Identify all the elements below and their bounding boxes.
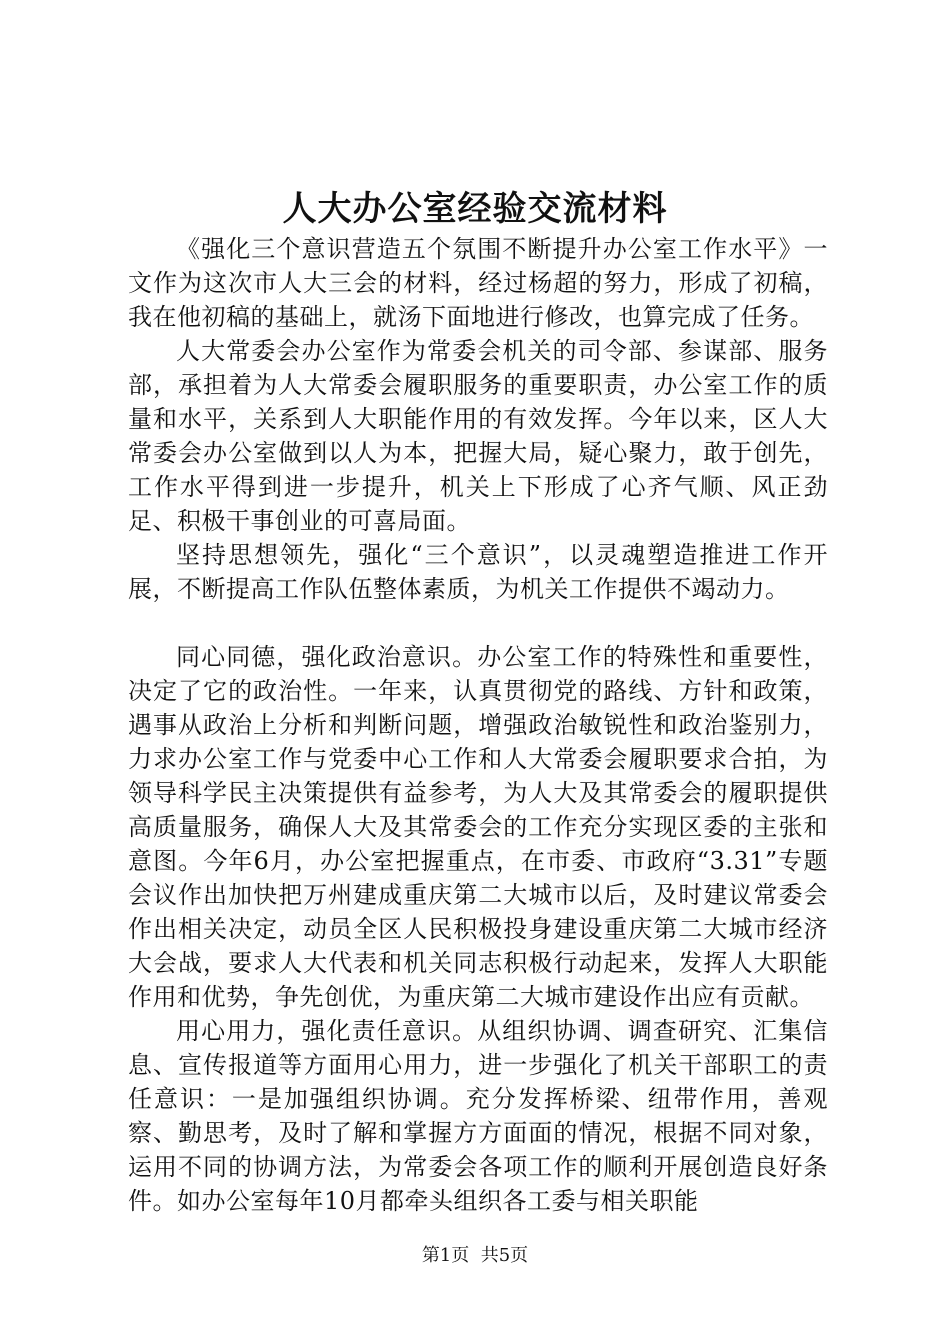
page-total: 共5页 (480, 1245, 529, 1266)
paragraph-office-role: 人大常委会办公室作为常委会机关的司令部、参谋部、服务部，承担着为人大常委会履职服务的重要职责，办公室工作的质量和水平，关系到人大职能作用的有效发挥。今年以来，区人大常委会办公室做到以人为本，把握大局，疑心聚力，敢于创先，工作水平得到进一步提升，机关上下形成了心齐气顺、风正劲足、积极干事创业的可喜局面。 (128, 337, 828, 535)
paragraph-intro: 《强化三个意识营造五个氛围不断提升办公室工作水平》一文作为这次市人大三会的材料，经过杨超的努力，形成了初稿，我在他初稿的基础上，就汤下面地进行修改，也算完成了任务。 (128, 235, 828, 331)
paragraph-political-awareness: 同心同德，强化政治意识。办公室工作的特殊性和重要性，决定了它的政治性。一年来，认真贯彻党的路线、方针和政策，遇事从政治上分析和判断问题，增强政治敏锐性和政治鉴别力，力求办公室工作与党委中心工作和人大常委会履职要求合拍，为领导科学民主决策提供有益参考，为人大及其常委会的履职提供高质量服务，确保人大及其常委会的工作充分实现区委的主张和意图。今年6月，办公室把握重点，在市委、市政府“3.31”专题会议作出加快把万州建成重庆第二大城市以后，及时建议常委会作出相关决定，动员全区人民积极投身建设重庆第二大城市经济大会战，要求人大代表和机关同志积极行动起来，发挥人大职能作用和优势，争先创优，为重庆第二大城市建设作出应有贡献。 (128, 643, 828, 1011)
paragraph-three-awareness: 坚持思想领先，强化“三个意识”，以灵魂塑造推进工作开展，不断提高工作队伍整体素质，为机关工作提供不竭动力。 (128, 541, 828, 603)
page-number: 第1页 (421, 1245, 470, 1266)
paragraph-responsibility-awareness: 用心用力，强化责任意识。从组织协调、调查研究、汇集信息、宣传报道等方面用心用力，进一步强化了机关干部职工的责任意识：一是加强组织协调。充分发挥桥梁、纽带作用，善观察、勤思考，及时了解和掌握方方面面的情况，根据不同对象，运用不同的协调方法，为常委会各项工作的顺利开展创造良好条件。如办公室每年10月都牵头组织各工委与相关职能 (128, 1017, 828, 1215)
document-body (128, 232, 828, 1218)
page-footer (0, 1244, 950, 1268)
document-title: 人大办公室经验交流材料 (282, 189, 668, 229)
